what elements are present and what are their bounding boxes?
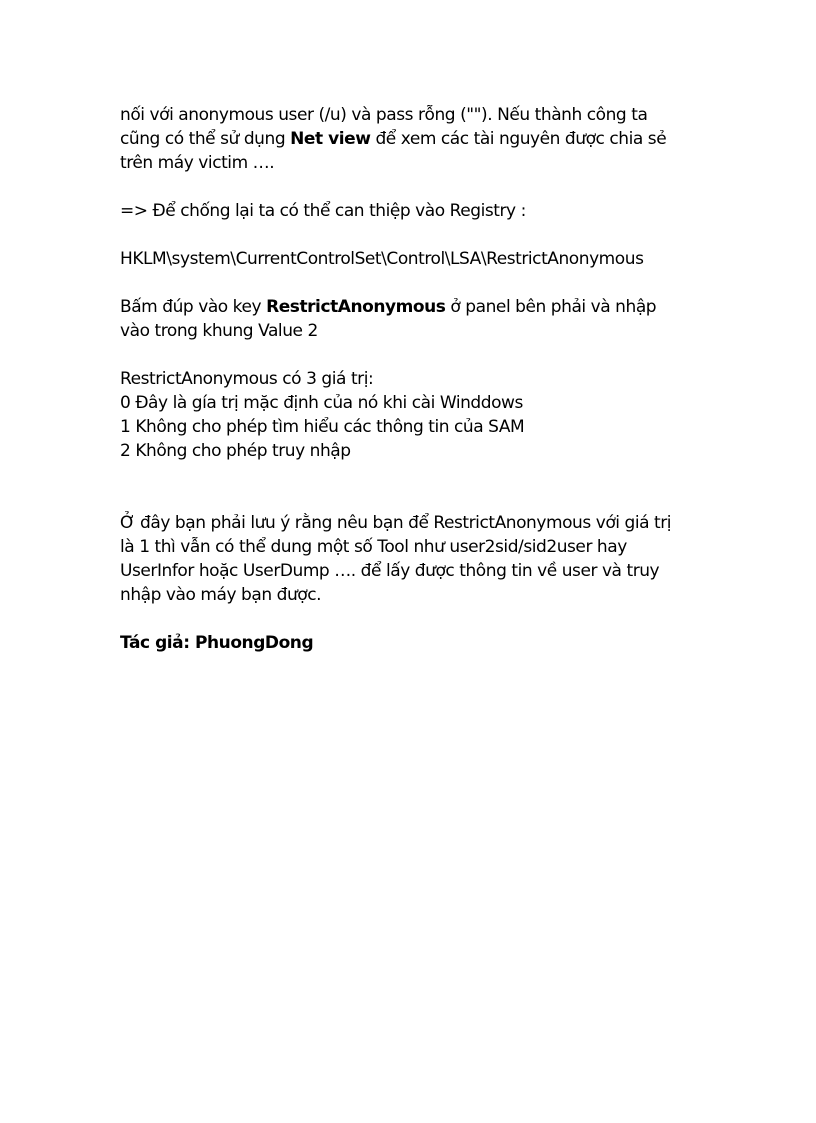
text-run: để xem các tài nguyên được chia sẻ	[370, 129, 667, 149]
paragraph-warning	[120, 511, 710, 607]
paragraph-values-list	[120, 367, 710, 463]
paragraph-spacer	[120, 223, 710, 247]
text-run: Bấm đúp vào key	[120, 297, 267, 317]
paragraph-spacer	[120, 343, 710, 367]
paragraph-spacer	[120, 271, 710, 295]
text-line: Ở đây bạn phải lưu ý rằng nêu bạn để RestrictAnonymous với giá trị	[120, 513, 672, 533]
paragraph-registry-intro	[120, 199, 710, 223]
text-run: ở panel bên phải và nhập	[445, 297, 657, 317]
text-run: cũng có thể sử dụng	[120, 129, 291, 149]
value-item: 1 Không cho phép tìm hiểu các thông tin của SAM	[120, 417, 525, 437]
paragraph-registry-path	[120, 247, 710, 271]
author-line	[120, 631, 710, 655]
registry-path: HKLM\system\CurrentControlSet\Control\LSA\RestrictAnonymous	[120, 249, 644, 269]
text-line: => Để chống lại ta có thể can thiệp vào Registry :	[120, 201, 526, 221]
value-item: 2 Không cho phép truy nhập	[120, 441, 351, 461]
text-line: vào trong khung Value 2	[120, 321, 318, 341]
text-line: nhập vào máy bạn được.	[120, 585, 322, 605]
restrict-anonymous-key: RestrictAnonymous	[266, 297, 446, 317]
paragraph-edit-key	[120, 295, 710, 343]
text-line: nối với anonymous user (/u) và pass rỗng (""). Nếu thành công ta	[120, 105, 648, 125]
text-line: là 1 thì vẫn có thể dung một số Tool như user2sid/sid2user hay	[120, 537, 627, 557]
paragraph-anonymous-connection	[120, 103, 710, 175]
paragraph-spacer	[120, 607, 710, 631]
document-body	[120, 103, 710, 655]
text-line: RestrictAnonymous có 3 giá trị:	[120, 369, 374, 389]
text-line	[120, 295, 710, 319]
paragraph-spacer	[120, 175, 710, 199]
author-credit: Tác giả: PhuongDong	[120, 633, 314, 653]
text-line: UserInfor hoặc UserDump …. để lấy được thông tin về user và truy	[120, 561, 660, 581]
text-line	[120, 127, 710, 151]
net-view-command: Net view	[290, 129, 371, 149]
value-item: 0 Đây là gía trị mặc định của nó khi cài Winddows	[120, 393, 523, 413]
paragraph-spacer	[120, 463, 710, 511]
text-line: trên máy victim ….	[120, 153, 275, 173]
